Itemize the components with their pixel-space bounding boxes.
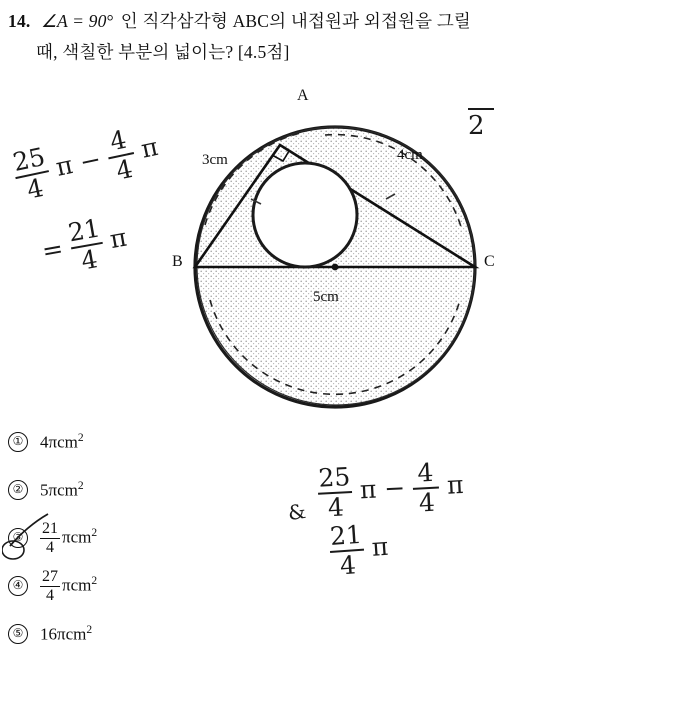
- geometry-figure: [150, 87, 550, 415]
- question-block: [8, 6, 680, 68]
- choice-4[interactable]: [8, 562, 308, 610]
- hw-mid2-num: 21: [329, 519, 363, 551]
- handwriting-q-mark: &: [286, 498, 308, 526]
- hw-left-den2: 4: [113, 154, 136, 186]
- hw-mid-tail: π: [446, 469, 465, 500]
- hw-mid-num: 25: [317, 462, 351, 493]
- handwriting-left-result: [38, 211, 132, 281]
- hw-mid2-den: 4: [339, 550, 357, 581]
- hw-left-res-den: 4: [79, 244, 100, 276]
- hw-mid-num2: 4: [416, 457, 435, 488]
- choice-4-marker: ④: [8, 576, 28, 596]
- choice-3[interactable]: [8, 514, 308, 562]
- choice-3-text: $\frac{21}{4}$ πcm$^2$: [42, 519, 98, 556]
- choice-2[interactable]: [8, 466, 308, 514]
- hw-left-num: 25: [10, 141, 48, 177]
- hw-left-res-num: 21: [65, 213, 103, 248]
- hw-mid2-tail: π: [370, 531, 390, 562]
- choice-1[interactable]: [8, 418, 308, 466]
- hw-mid-den2: 4: [418, 487, 436, 518]
- hw-left-den: 4: [24, 173, 47, 205]
- label-side-ab: 3cm: [202, 152, 228, 168]
- choice-4-text: $\frac{27}{4}$ πcm$^2$: [42, 567, 98, 604]
- handwriting-mid-expression: [317, 458, 465, 522]
- hw-left-tail: π −: [53, 144, 104, 182]
- choice-2-text: 5πcm$^2$: [40, 479, 84, 500]
- choice-1-text: 4πcm$^2$: [40, 431, 84, 452]
- choice-1-marker: ①: [8, 432, 28, 452]
- question-number: 14.: [8, 11, 31, 31]
- degree-symbol: °: [106, 11, 114, 31]
- label-vertex-b: B: [172, 253, 183, 270]
- hw-top-right-text: 2: [468, 111, 485, 141]
- answer-choices: [8, 418, 308, 658]
- choice-5[interactable]: [8, 610, 308, 658]
- choice-5-text: 16πcm$^2$: [40, 623, 93, 644]
- choice-5-marker: ⑤: [8, 624, 28, 644]
- label-side-bc: 5cm: [313, 289, 339, 305]
- handwriting-left-expression: [10, 120, 164, 206]
- hw-left-num2: 4: [107, 124, 129, 157]
- choice-4-fraction: $\frac{27}{4}$: [42, 567, 58, 604]
- label-vertex-c: C: [484, 253, 495, 270]
- handwriting-mid-result: [328, 520, 390, 580]
- choice-2-marker: ②: [8, 480, 28, 500]
- hw-mid-den: 4: [327, 492, 345, 523]
- hw-left-tail2: π: [138, 131, 161, 164]
- question-angle-expression: ∠A = 90: [41, 11, 107, 31]
- label-side-ac: 4cm: [397, 147, 423, 163]
- incircle: [253, 163, 357, 267]
- label-vertex-a: A: [297, 87, 309, 104]
- question-line-1: [8, 6, 680, 37]
- hw-mid-mid: π −: [359, 473, 406, 505]
- hw-left-res-tail: π: [107, 222, 129, 255]
- choice-3-marker: ③: [8, 528, 28, 548]
- choice-3-fraction: $\frac{21}{4}$: [42, 519, 58, 556]
- hw-left-eq: =: [39, 233, 66, 266]
- question-line-1-text: 인 직각삼각형 ABC의 내접원과 외접원을 그릴: [120, 11, 472, 31]
- question-line-2: 때, 색칠한 부분의 넓이는? [4.5점]: [36, 42, 290, 62]
- handwriting-top-right-note: [468, 108, 494, 141]
- circumcenter-dot: [332, 264, 339, 271]
